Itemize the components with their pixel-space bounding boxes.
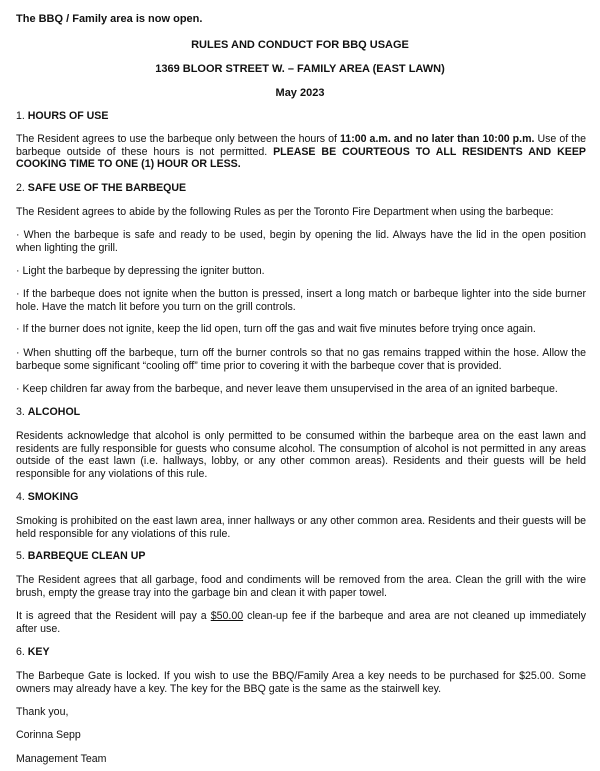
cleanup-fee-text-a: It is agreed that the Resident will pay a	[16, 610, 211, 622]
key-body	[16, 670, 586, 695]
closing-team: Management Team	[16, 753, 107, 765]
cleanup-fee-text-c: clean-up fee if the barbeque and area are not cleaned up immediately after use.	[16, 610, 586, 635]
cleanup-body-2	[16, 610, 586, 635]
alcohol-body	[16, 430, 586, 480]
safe-use-intro	[16, 206, 586, 219]
section-title: HOURS OF USE	[27, 110, 109, 122]
section-title: SMOKING	[27, 491, 79, 503]
key-paragraph: The Barbeque Gate is locked. If you wish to use the BBQ/Family Area a key needs to be purchased for $25.00. Some owners may already have a key. The key for the BBQ gate is the same as the stairwell key.	[16, 670, 586, 695]
section-title: SAFE USE OF THE BARBEQUE	[27, 182, 187, 194]
section-title: KEY	[27, 646, 50, 658]
safe-use-bullet-4	[16, 323, 586, 336]
cleanup-body-1	[16, 574, 586, 599]
section-number: 5.	[16, 550, 28, 562]
section-title: BARBEQUE CLEAN UP	[27, 550, 146, 562]
list-item: · When the barbeque is safe and ready to be used, begin by opening the lid. Always have the lid in the open position when lighting the grill.	[16, 229, 586, 254]
safe-use-bullet-3	[16, 288, 586, 313]
section-smoking-heading	[16, 491, 586, 504]
safe-use-bullet-2	[16, 265, 586, 278]
list-item: · If the burner does not ignite, keep the lid open, turn off the gas and wait five minutes before trying once again.	[16, 323, 536, 335]
section-number: 1.	[16, 110, 28, 122]
closing-name: Corinna Sepp	[16, 729, 81, 741]
safe-use-bullet-6	[16, 383, 586, 396]
section-title: ALCOHOL	[27, 406, 81, 418]
hours-courtesy-notice: PLEASE BE COURTEOUS TO ALL RESIDENTS AND KEEP COOKING TIME TO ONE (1) HOUR OR LESS.	[16, 145, 586, 171]
intro-line: The BBQ / Family area is now open.	[16, 13, 203, 25]
cleanup-paragraph-1: The Resident agrees that all garbage, food and condiments will be removed from the area. Clean the grill with the wire brush, empty the grease tray into the garbage bin and clean it with paper towel.	[16, 574, 586, 599]
smoking-body	[16, 515, 586, 540]
list-item: · Keep children far away from the barbeque, and never leave them unsupervised in the area of an ignited barbeque.	[16, 383, 558, 395]
cleanup-paragraph-2	[16, 610, 586, 635]
section-hours-heading	[16, 110, 586, 123]
section-key-heading	[16, 646, 586, 659]
closing-thanks: Thank you,	[16, 706, 69, 718]
alcohol-paragraph: Residents acknowledge that alcohol is only permitted to be consumed within the barbeque area on the east lawn and residents are fully responsible for guests who consume alcohol. The consumption of alcohol is not permitted in any areas outside of the east lawn (i.e. hallways, lobby, or any other common areas). Residents and their guests will be held responsible for any violations of this rule.	[16, 430, 586, 480]
hours-text-a: The Resident agrees to use the barbeque only between the hours of	[16, 133, 340, 145]
hours-text-c: Use of the barbeque outside of these hours is not permitted.	[16, 133, 586, 158]
hours-paragraph	[16, 133, 586, 171]
document-title: RULES AND CONDUCT FOR BBQ USAGE	[191, 39, 409, 51]
section-cleanup-heading	[16, 550, 586, 563]
cleanup-fee-amount: $50.00	[210, 610, 244, 622]
safe-use-bullet-5	[16, 347, 586, 372]
section-hours-body	[16, 133, 586, 171]
section-number: 3.	[16, 406, 28, 418]
section-number: 6.	[16, 646, 28, 658]
smoking-paragraph: Smoking is prohibited on the east lawn area, inner hallways or any other common area. Residents and their guests will be held responsible for any violations of this rule.	[16, 515, 586, 540]
safe-use-intro-text: The Resident agrees to abide by the following Rules as per the Toronto Fire Department when using the barbeque:	[16, 206, 554, 218]
section-number: 2.	[16, 182, 28, 194]
section-safe-use-heading	[16, 182, 586, 195]
section-number: 4.	[16, 491, 28, 503]
list-item: · When shutting off the barbeque, turn off the burner controls so that no gas remains trapped within the hose. Allow the barbeque some significant “cooling off” time prior to covering it with the barbeque cover that is provided.	[16, 347, 586, 372]
hours-time-range: 11:00 a.m. and no later than 10:00 p.m.	[340, 133, 535, 145]
list-item: · If the barbeque does not ignite when the button is pressed, insert a long match or barbeque lighter into the side burner hole. Have the match lit before you turn on the grill controls.	[16, 288, 586, 313]
document-date: May 2023	[275, 87, 325, 99]
section-alcohol-heading	[16, 406, 586, 419]
document-address: 1369 BLOOR STREET W. – FAMILY AREA (EAST LAWN)	[155, 63, 445, 75]
list-item: · Light the barbeque by depressing the igniter button.	[16, 265, 265, 277]
safe-use-bullet-1	[16, 229, 586, 254]
